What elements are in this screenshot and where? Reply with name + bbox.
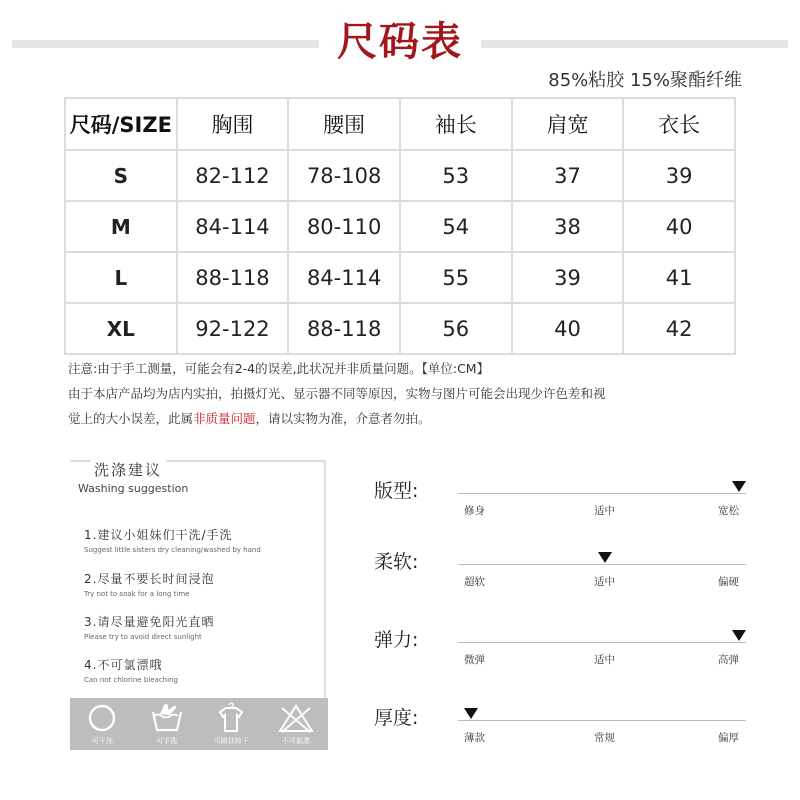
washing-title: 洗涤建议 xyxy=(90,459,166,480)
cell-chest: 92-122 xyxy=(177,303,289,354)
washing-item-cn: 4.不可氯漂哦 xyxy=(84,658,163,672)
page-title-wrap xyxy=(0,10,800,67)
page-title: 尺码表 xyxy=(319,10,481,67)
header-size: 尺码/SIZE xyxy=(65,98,177,150)
note-text: ，请以实物为准，介意者勿拍。 xyxy=(255,411,431,426)
cell-length: 41 xyxy=(623,252,735,303)
cell-length: 42 xyxy=(623,303,735,354)
rating-label: 柔软: xyxy=(374,551,419,573)
note-line: 注意:由于手工测量，可能会有2-4的误差,此状况并非质量问题。【单位:CM】 xyxy=(68,361,490,376)
care-icon-label: 不可氯漂 xyxy=(281,737,310,745)
rating-tick: 常规 xyxy=(594,732,615,744)
washing-item-en: Can not chlorine bleaching xyxy=(84,676,178,684)
rating-tick: 适中 xyxy=(594,576,615,588)
washing-item xyxy=(84,656,178,684)
measurement-notes xyxy=(68,356,606,431)
rating-tick: 修身 xyxy=(464,505,485,517)
cell-waist: 84-114 xyxy=(288,252,400,303)
washing-panel xyxy=(70,460,326,750)
rating-scale-line xyxy=(458,493,746,494)
rating-tick: 偏厚 xyxy=(718,732,739,744)
cell-length: 40 xyxy=(623,201,735,252)
cell-sleeve: 55 xyxy=(400,252,512,303)
washing-item-en: Suggest little sisters dry cleaning/washed by hand xyxy=(84,546,261,554)
rating-scale-line xyxy=(458,642,746,643)
care-icon-label: 可晾挂晾干 xyxy=(213,737,249,745)
cell-size: L xyxy=(65,252,177,303)
washing-item-cn: 2.尽量不要长时间浸泡 xyxy=(84,572,215,586)
rating-tick: 微弹 xyxy=(464,654,485,666)
cell-sleeve: 54 xyxy=(400,201,512,252)
note-text: 觉上的大小误差，此属 xyxy=(68,411,194,426)
cell-size: M xyxy=(65,201,177,252)
rating-tick: 薄款 xyxy=(464,732,485,744)
rating-tick: 适中 xyxy=(594,505,615,517)
header-chest: 胸围 xyxy=(177,98,289,150)
washing-item xyxy=(84,526,261,554)
rating-label: 版型: xyxy=(374,480,419,502)
rating-tick: 偏硬 xyxy=(718,576,739,588)
care-icon-cell xyxy=(199,698,264,750)
cell-shoulder: 40 xyxy=(512,303,624,354)
rating-tick: 超软 xyxy=(464,576,485,588)
header-shoulder: 肩宽 xyxy=(512,98,624,150)
table-row xyxy=(65,150,735,201)
rating-softness xyxy=(374,547,754,607)
header-sleeve: 袖长 xyxy=(400,98,512,150)
washing-item xyxy=(84,570,214,598)
cell-chest: 84-114 xyxy=(177,201,289,252)
rating-tick: 高弹 xyxy=(718,654,739,666)
rating-marker xyxy=(732,630,746,641)
care-icon-label: 可手洗 xyxy=(156,737,178,745)
size-table xyxy=(64,97,736,355)
care-icon-label: 可干洗 xyxy=(91,737,113,745)
rating-marker xyxy=(598,552,612,563)
header-waist: 腰围 xyxy=(288,98,400,150)
rating-label: 厚度: xyxy=(374,707,419,729)
cell-waist: 80-110 xyxy=(288,201,400,252)
rating-label: 弹力: xyxy=(374,629,419,651)
washing-item-en: Please try to avoid direct sunlight xyxy=(84,633,202,641)
rating-tick: 适中 xyxy=(594,654,615,666)
cell-shoulder: 39 xyxy=(512,252,624,303)
material-composition: 85%粘胶 15%聚酯纤维 xyxy=(548,70,742,91)
no-bleach-icon xyxy=(277,702,315,734)
cell-sleeve: 56 xyxy=(400,303,512,354)
cell-waist: 78-108 xyxy=(288,150,400,201)
table-row xyxy=(65,303,735,354)
panel-border xyxy=(324,460,326,698)
cell-size: XL xyxy=(65,303,177,354)
table-row xyxy=(65,201,735,252)
rating-marker xyxy=(464,708,478,719)
hand-wash-icon xyxy=(148,702,186,734)
cell-waist: 88-118 xyxy=(288,303,400,354)
cell-shoulder: 38 xyxy=(512,201,624,252)
care-icon-strip xyxy=(70,698,328,750)
washing-subtitle: Washing suggestion xyxy=(78,482,189,495)
cell-chest: 88-118 xyxy=(177,252,289,303)
rating-elasticity xyxy=(374,625,754,685)
rating-tick: 宽松 xyxy=(718,505,739,517)
cell-length: 39 xyxy=(623,150,735,201)
dry-clean-icon xyxy=(85,702,119,734)
cell-shoulder: 37 xyxy=(512,150,624,201)
washing-item xyxy=(84,613,214,641)
header-length: 衣长 xyxy=(623,98,735,150)
table-row xyxy=(65,252,735,303)
cell-chest: 82-112 xyxy=(177,150,289,201)
hang-dry-icon xyxy=(212,702,250,734)
care-icon-cell xyxy=(135,698,200,750)
rating-thickness xyxy=(374,703,754,763)
rating-scale-line xyxy=(458,720,746,721)
cell-size: S xyxy=(65,150,177,201)
note-highlight: 非质量问题 xyxy=(193,411,256,426)
size-table-header xyxy=(65,98,735,150)
care-icon-cell xyxy=(70,698,135,750)
cell-sleeve: 53 xyxy=(400,150,512,201)
washing-item-en: Try not to soak for a long time xyxy=(84,590,190,598)
note-line: 由于本店产品均为店内实拍，拍摄灯光、显示器不同等原因，实物与图片可能会出现少许色差和视 xyxy=(68,386,606,401)
care-icon-cell xyxy=(264,698,329,750)
rating-fit xyxy=(374,476,754,536)
note-line xyxy=(68,406,606,431)
washing-item-cn: 3.请尽量避免阳光直晒 xyxy=(84,615,215,629)
rating-scale-line xyxy=(458,564,746,565)
rating-marker xyxy=(732,481,746,492)
washing-item-cn: 1.建议小姐妹们干洗/手洗 xyxy=(84,528,233,542)
